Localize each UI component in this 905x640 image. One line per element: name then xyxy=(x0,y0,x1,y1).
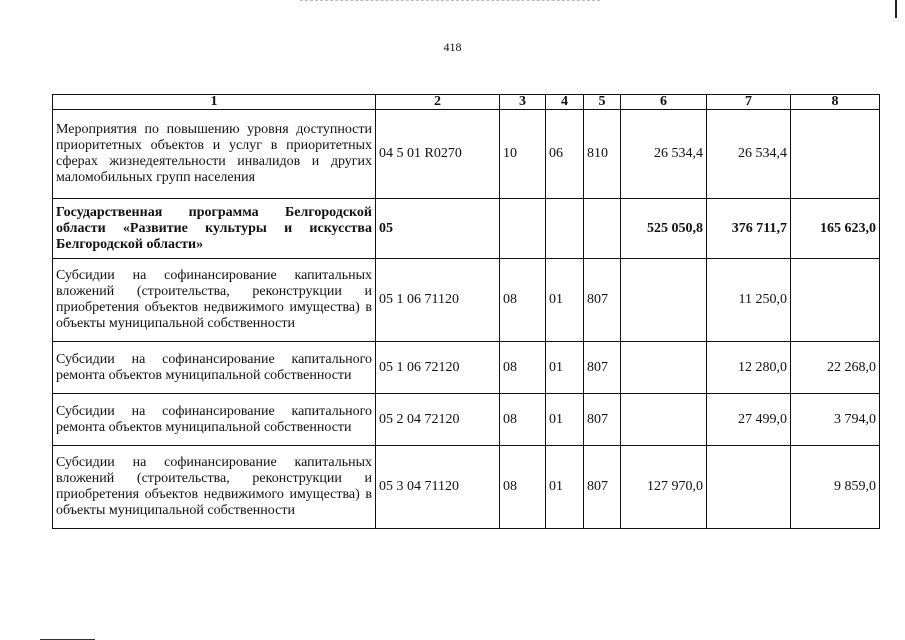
row-section xyxy=(500,199,546,259)
row-value-6: 525 050,8 xyxy=(621,199,707,259)
scan-edge-top xyxy=(300,0,600,2)
table-row xyxy=(53,199,880,259)
row-value-7: 12 280,0 xyxy=(707,342,791,394)
row-code: 05 xyxy=(376,199,500,259)
column-header: 1 xyxy=(53,95,376,110)
row-code: 04 5 01 R0270 xyxy=(376,110,500,199)
row-expense-type: 807 xyxy=(584,446,621,529)
row-subsection: 01 xyxy=(546,342,584,394)
column-header: 5 xyxy=(584,95,621,110)
row-name: Мероприятия по повышению уровня доступности приоритетных объектов и услуг в приоритетных сферах жизнедеятельности инвалидов и других маломобильных групп населения xyxy=(53,110,376,199)
table-row xyxy=(53,342,880,394)
row-value-6 xyxy=(621,342,707,394)
column-header: 8 xyxy=(791,95,880,110)
row-value-7 xyxy=(707,446,791,529)
row-expense-type xyxy=(584,199,621,259)
row-code: 05 1 06 71120 xyxy=(376,259,500,342)
row-expense-type: 807 xyxy=(584,394,621,446)
row-name: Субсидии на софинансирование капитальных вложений (строительства, реконструкции и приобретения объектов недвижимого имущества) в объекты муниципальной собственности xyxy=(53,446,376,529)
row-code: 05 1 06 72120 xyxy=(376,342,500,394)
row-section: 10 xyxy=(500,110,546,199)
table-header-row xyxy=(53,95,880,110)
column-header: 4 xyxy=(546,95,584,110)
row-subsection: 06 xyxy=(546,110,584,199)
row-section: 08 xyxy=(500,446,546,529)
row-name: Субсидии на софинансирование капитального ремонта объектов муниципальной собственности xyxy=(53,394,376,446)
row-value-6: 127 970,0 xyxy=(621,446,707,529)
row-section: 08 xyxy=(500,394,546,446)
table-row xyxy=(53,259,880,342)
row-value-7: 376 711,7 xyxy=(707,199,791,259)
row-value-8 xyxy=(791,259,880,342)
row-value-8: 165 623,0 xyxy=(791,199,880,259)
row-section: 08 xyxy=(500,259,546,342)
row-section: 08 xyxy=(500,342,546,394)
row-value-8: 22 268,0 xyxy=(791,342,880,394)
row-value-7: 11 250,0 xyxy=(707,259,791,342)
row-value-8 xyxy=(791,110,880,199)
row-code: 05 2 04 72120 xyxy=(376,394,500,446)
column-header: 2 xyxy=(376,95,500,110)
column-header: 6 xyxy=(621,95,707,110)
table-row xyxy=(53,446,880,529)
row-subsection: 01 xyxy=(546,259,584,342)
row-value-7: 27 499,0 xyxy=(707,394,791,446)
scan-edge-mark xyxy=(895,0,897,18)
row-expense-type: 807 xyxy=(584,259,621,342)
row-name: Государственная программа Белгородской области «Развитие культуры и искусства Белгородской области» xyxy=(53,199,376,259)
table-row xyxy=(53,110,880,199)
budget-table xyxy=(52,94,880,529)
row-subsection: 01 xyxy=(546,446,584,529)
row-value-8: 3 794,0 xyxy=(791,394,880,446)
row-expense-type: 807 xyxy=(584,342,621,394)
table-row xyxy=(53,394,880,446)
row-subsection: 01 xyxy=(546,394,584,446)
page-number: 418 xyxy=(443,40,462,54)
row-expense-type: 810 xyxy=(584,110,621,199)
row-code: 05 3 04 71120 xyxy=(376,446,500,529)
row-value-8: 9 859,0 xyxy=(791,446,880,529)
row-value-7: 26 534,4 xyxy=(707,110,791,199)
row-name: Субсидии на софинансирование капитальных вложений (строительства, реконструкции и приобретения объектов недвижимого имущества) в объекты муниципальной собственности xyxy=(53,259,376,342)
row-name: Субсидии на софинансирование капитального ремонта объектов муниципальной собственности xyxy=(53,342,376,394)
row-value-6 xyxy=(621,259,707,342)
row-subsection xyxy=(546,199,584,259)
column-header: 7 xyxy=(707,95,791,110)
row-value-6 xyxy=(621,394,707,446)
row-value-6: 26 534,4 xyxy=(621,110,707,199)
column-header: 3 xyxy=(500,95,546,110)
